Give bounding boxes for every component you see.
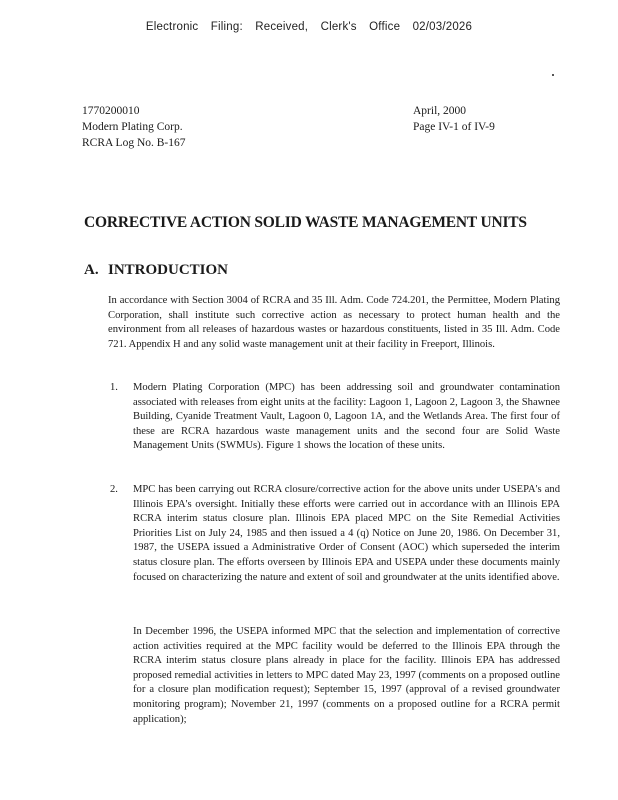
rcra-log-number: RCRA Log No. B-167	[82, 137, 186, 149]
section-heading	[84, 262, 228, 279]
company-name: Modern Plating Corp.	[82, 121, 183, 133]
electronic-filing-stamp: Electronic Filing: Received, Clerk's Office 02/03/2026	[145, 21, 473, 33]
facility-id: 1770200010	[82, 105, 140, 117]
list-item-text: Modern Plating Corporation (MPC) has been addressing soil and groundwater contamination associated with releases from eight units at the facility: Lagoon 1, Lagoon 2, Lagoon 3, the Shawnee Building, Cyanide Treatment Vault, Lagoon 0, Lagoon 1A, and the Wetlands Area. The first four of these are RCRA hazardous waste management units and the second four are Solid Waste Management Units (SWMUs). Figure 1 shows the location of these units.	[133, 382, 560, 452]
section-letter: A.	[84, 262, 99, 278]
intro-paragraph: In accordance with Section 3004 of RCRA and 35 Ill. Adm. Code 724.201, the Permittee, Modern Plating Corporation, shall institute such corrective action as necessary to protect human health and the environment from all releases of hazardous wastes or hazardous constituents, listed in 35 Ill. Adm. Code 721. Appendix H and any solid waste management unit at their facility in Freeport, Illinois.	[108, 295, 560, 350]
section-title: INTRODUCTION	[108, 262, 229, 278]
page-number: Page IV-1 of IV-9	[413, 121, 495, 133]
item-number: 2.	[110, 484, 118, 495]
page-title: CORRECTIVE ACTION SOLID WASTE MANAGEMENT UNITS	[84, 214, 527, 231]
followup-paragraph: In December 1996, the USEPA informed MPC that the selection and implementation of corrective action activities required at the MPC facility would be deferred to the Illinois EPA through the RCRA interim status closure plans already in place for the facility. Illinois EPA has addressed proposed remedial activities in letters to MPC dated May 23, 1997 (comments on a proposed outline for a closure plan modification request); September 15, 1997 (approval of a revised groundwater monitoring program); November 21, 1997 (comments on a proposed outline for a RCRA permit application);	[133, 626, 560, 725]
item-number: 1.	[110, 382, 118, 393]
list-item-text: MPC has been carrying out RCRA closure/corrective action for the above units under USEPA's and Illinois EPA's oversight. Initially these efforts were carried out in accordance with an Illinois EPA RCRA interim status closure plan. Illinois EPA placed MPC on the Site Remedial Activities Priorities List on July 24, 1985 and then issued a 4 (q) Notice on June 20, 1986. On December 31, 1987, the USEPA issued a Administrative Order of Consent (AOC) which superseded the interim status closure plan. The efforts overseen by Illinois EPA and USEPA under these documents mainly focused on characterizing the nature and extent of soil and groundwater at the units identified above.	[133, 484, 560, 583]
document-date: April, 2000	[413, 105, 467, 117]
date-page-block	[413, 103, 495, 135]
scan-speck	[552, 74, 554, 76]
document-id-block	[82, 103, 186, 151]
